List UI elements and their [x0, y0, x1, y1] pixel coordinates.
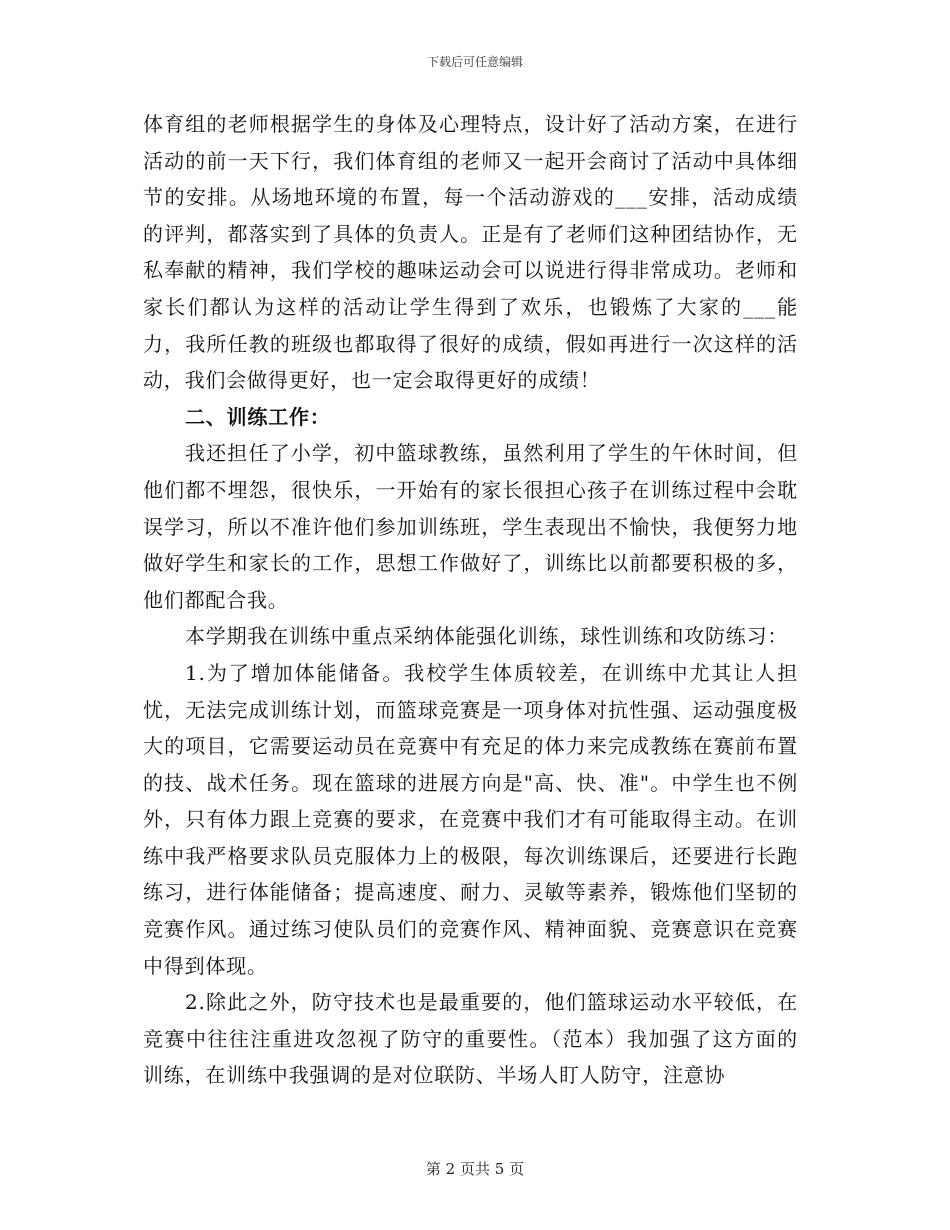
document-body	[143, 106, 798, 1094]
page-header: 下载后可任意编辑	[426, 55, 523, 69]
section-heading-training: 二、训练工作：	[185, 404, 331, 429]
paragraph-item-2-defense: 2.除此之外，防守技术也是最重要的，他们篮球运动水平较低，在竞赛中往往注重进攻忽视了防守的重要性。（范本）我加强了这方面的训练，在训练中我强调的是对位联防、半场人盯人防守，注意协	[143, 990, 798, 1088]
page-footer: 第 2 页共 5 页	[425, 1160, 525, 1178]
paragraph-training-focus: 本学期我在训练中重点采纳体能强化训练，球性训练和攻防练习：	[185, 624, 789, 649]
paragraph-item-1-stamina: 1.为了增加体能储备。我校学生体质较差，在训练中尤其让人担忧，无法完成训练计划，而篮球竞赛是一项身体对抗性强、运动强度极大的项目，它需要运动员在竞赛中有充足的体力来完成教练在赛前布置的技、战术任务。现在篮球的进展方向是"高、快、准"。中学生也不例外，只有体力跟上竞赛的要求，在竞赛中我们才有可能取得主动。在训练中我严格要求队员克服体力上的极限，每次训练课后，还要进行长跑练习，进行体能储备；提高速度、耐力、灵敏等素养，锻炼他们坚韧的竞赛作风。通过练习使队员们的竞赛作风、精神面貌、竞赛意识在竞赛中得到体现。	[143, 660, 798, 978]
paragraph-coaching: 我还担任了小学，初中篮球教练，虽然利用了学生的午休时间，但他们都不埋怨，很快乐，一开始有的家长很担心孩子在训练过程中会耽误学习，所以不准许他们参加训练班，学生表现出不愉快，我便努力地做好学生和家长的工作，思想工作做好了，训练比以前都要积极的多，他们都配合我。	[143, 441, 798, 612]
paragraph-activity-summary: 体育组的老师根据学生的身体及心理特点，设计好了活动方案，在进行活动的前一天下行，我们体育组的老师又一起开会商讨了活动中具体细节的安排。从场地环境的布置，每一个活动游戏的___安排，活动成绩的评判，都落实到了具体的负责人。正是有了老师们这种团结协作，无私奉献的精神，我们学校的趣味运动会可以说进行得非常成功。老师和家长们都认为这样的活动让学生得到了欢乐，也锻炼了大家的___能力，我所任教的班级也都取得了很好的成绩，假如再进行一次这样的活动，我们会做得更好，也一定会取得更好的成绩！	[143, 112, 798, 393]
